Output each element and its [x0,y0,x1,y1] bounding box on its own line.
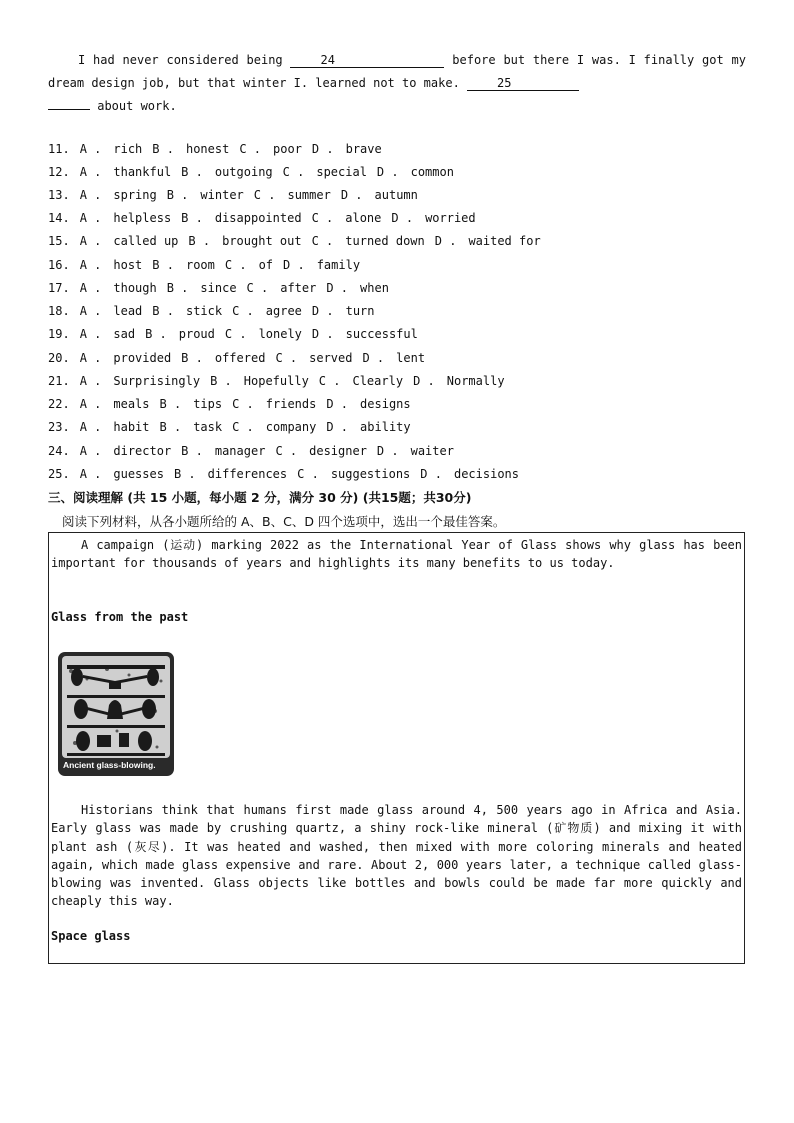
option-letter-a: A . [79,304,102,318]
option-letter-c: C . [275,351,298,365]
option-row [48,467,529,481]
option-row [48,281,399,295]
option-number: 25. [48,467,70,481]
option-c: lonely [258,327,302,341]
option-letter-c: C . [318,374,341,388]
option-letter-d: D . [434,234,457,248]
option-b: differences [207,467,288,481]
option-a: lead [113,304,143,318]
option-row [48,397,421,411]
option-d: turn [345,304,375,318]
blank-24: 24 [290,53,444,68]
option-d: designs [360,397,411,411]
option-d: lent [396,351,426,365]
option-number: 12. [48,165,70,179]
option-d: successful [345,327,418,341]
option-row [48,165,464,179]
option-letter-d: D . [391,211,414,225]
ancient-glass-blowing-image [57,651,175,777]
option-number: 14. [48,211,70,225]
option-number: 15. [48,234,70,248]
option-row [48,234,551,248]
option-number: 20. [48,351,70,365]
option-c: special [316,165,367,179]
option-a: sad [113,327,136,341]
option-number: 18. [48,304,70,318]
passage-paragraph-1: Historians think that humans first made glass around 4, 500 years ago in Africa and Asia. Early glass was made by crushing quartz, a shiny rock-like mineral (矿物质) and mixing it with plant ash (灰尽). It was heated and washed, then mixed with more coloring minerals and heated again, which made glass expensive and rare. About 2, 000 years later, a technique called glass-blowing was invented. Glass objects like bottles and bowls could be made far more quickly and cheaply this way. [51,803,742,909]
option-letter-a: A . [79,188,102,202]
option-number: 23. [48,420,70,434]
option-letter-b: B . [152,142,174,156]
option-letter-b: B . [181,211,203,225]
option-row [48,351,435,365]
option-row [48,420,421,434]
option-letter-d: D . [420,467,442,481]
option-d: Normally [446,374,505,388]
option-letter-d: D . [362,351,385,365]
option-number: 17. [48,281,70,295]
option-letter-a: A . [79,142,102,156]
option-letter-d: D . [283,258,305,272]
option-b: tips [193,397,223,411]
option-c: after [280,281,317,295]
option-b: brought out [222,234,302,248]
option-a: guesses [113,467,164,481]
option-a: spring [113,188,157,202]
option-letter-d: D . [376,444,399,458]
option-a: rich [113,142,143,156]
option-letter-c: C . [224,327,247,341]
option-c: designer [309,444,367,458]
option-letter-c: C . [246,281,269,295]
option-d: waiter [410,444,454,458]
option-letter-b: B . [152,258,174,272]
option-row [48,327,428,341]
option-c: friends [265,397,317,411]
option-number: 16. [48,258,70,272]
option-a: habit [113,420,150,434]
option-d: brave [345,142,382,156]
option-letter-b: B . [145,327,167,341]
reading-passage-box [48,532,745,964]
option-letter-d: D . [326,420,349,434]
option-letter-b: B . [152,304,174,318]
option-letter-a: A . [79,258,102,272]
option-d: worried [425,211,476,225]
option-letter-c: C . [253,188,276,202]
option-letter-d: D . [311,142,334,156]
option-a: director [113,444,172,458]
option-row [48,304,385,318]
option-letter-b: B . [166,281,189,295]
option-letter-b: B . [166,188,189,202]
option-b: stick [185,304,223,318]
option-a: helpless [113,211,172,225]
option-number: 24. [48,444,70,458]
option-letter-a: A . [79,420,102,434]
image-caption: Ancient glass-blowing. [63,760,156,770]
cloze-paragraph [48,49,746,118]
option-b: outgoing [214,165,273,179]
option-letter-c: C . [311,211,334,225]
option-c: suggestions [330,467,411,481]
option-c: served [309,351,353,365]
option-letter-b: B . [188,234,211,248]
option-letter-b: B . [181,165,203,179]
option-d: waited for [468,234,541,248]
option-letter-d: D . [326,397,349,411]
option-c: Clearly [352,374,404,388]
option-letter-c: C . [232,397,254,411]
section-title: 三、阅读理解 (共 15 小题，每小题 2 分，满分 30 分) (共15题；共30分) [48,490,472,505]
option-b: manager [214,444,266,458]
option-a: host [113,258,143,272]
option-number: 22. [48,397,70,411]
option-letter-a: A . [79,351,102,365]
option-letter-a: A . [79,234,102,248]
option-row [48,142,392,156]
option-letter-c: C . [239,142,262,156]
option-letter-a: A . [79,444,102,458]
option-letter-b: B . [210,374,232,388]
option-c: turned down [345,234,425,248]
option-c: alone [345,211,382,225]
option-c: poor [273,142,302,156]
section-instruction: 阅读下列材料，从各小题所给的 A、B、C、D 四个选项中，选出一个最佳答案。 [62,514,506,529]
option-letter-a: A . [79,211,102,225]
option-a: Surprisingly [113,374,201,388]
cloze-text-1: I had never considered being [78,53,291,67]
option-c: company [265,420,317,434]
option-b: disappointed [214,211,302,225]
blank-25: 25 [467,76,579,91]
heading-space-glass: Space glass [51,929,131,943]
option-letter-c: C . [311,234,334,248]
option-letter-b: B . [181,444,203,458]
option-letter-a: A . [79,467,102,481]
option-number: 11. [48,142,70,156]
option-row [48,188,428,202]
heading-glass-from-past: Glass from the past [51,610,189,624]
option-letter-d: D . [326,281,349,295]
option-b: proud [178,327,215,341]
passage-intro: A campaign (运动) marking 2022 as the International Year of Glass shows why glass has been important for thousands of years and highlights its many benefits to us today. [51,538,742,571]
option-number: 13. [48,188,70,202]
option-letter-a: A . [79,397,102,411]
option-b: room [185,258,215,272]
option-letter-a: A . [79,374,102,388]
option-row [48,211,486,225]
option-letter-a: A . [79,165,102,179]
option-b: task [193,420,223,434]
option-letter-a: A . [79,281,102,295]
glass-blowing-illustration [57,651,175,777]
option-row [48,444,464,458]
option-letter-b: B . [159,397,182,411]
option-d: common [410,165,454,179]
option-a: thankful [113,165,172,179]
option-letter-d: D . [311,304,334,318]
option-row [48,258,370,272]
option-letter-d: D . [413,374,435,388]
option-letter-b: B . [159,420,182,434]
option-letter-b: B . [173,467,196,481]
option-row [48,374,515,388]
blank-25-cont [48,109,90,110]
option-a: called up [113,234,179,248]
option-letter-d: D . [376,165,399,179]
option-d: family [316,258,361,272]
option-b: since [200,281,237,295]
option-c: agree [265,304,302,318]
option-a: provided [113,351,172,365]
option-d: decisions [453,467,520,481]
option-d: ability [360,420,411,434]
option-letter-c: C . [282,165,305,179]
option-letter-c: C . [232,420,254,434]
option-number: 19. [48,327,70,341]
option-letter-c: C . [275,444,298,458]
option-d: autumn [374,188,418,202]
option-letter-b: B . [181,351,203,365]
option-c: summer [287,188,331,202]
option-c: of [258,258,274,272]
option-b: offered [214,351,266,365]
option-letter-d: D . [311,327,334,341]
option-d: when [360,281,389,295]
option-b: Hopefully [243,374,309,388]
option-letter-d: D . [340,188,363,202]
option-a: though [113,281,157,295]
option-b: winter [200,188,244,202]
option-a: meals [113,397,150,411]
option-b: honest [185,142,230,156]
option-letter-a: A . [79,327,102,341]
cloze-text-3: about work. [90,99,177,113]
option-letter-c: C . [297,467,319,481]
option-letter-c: C . [224,258,247,272]
option-number: 21. [48,374,70,388]
option-letter-c: C . [232,304,254,318]
cloze-text-2: before but there I was. I finally got my dream design job, but that winter I. learned not to make. [48,53,746,90]
